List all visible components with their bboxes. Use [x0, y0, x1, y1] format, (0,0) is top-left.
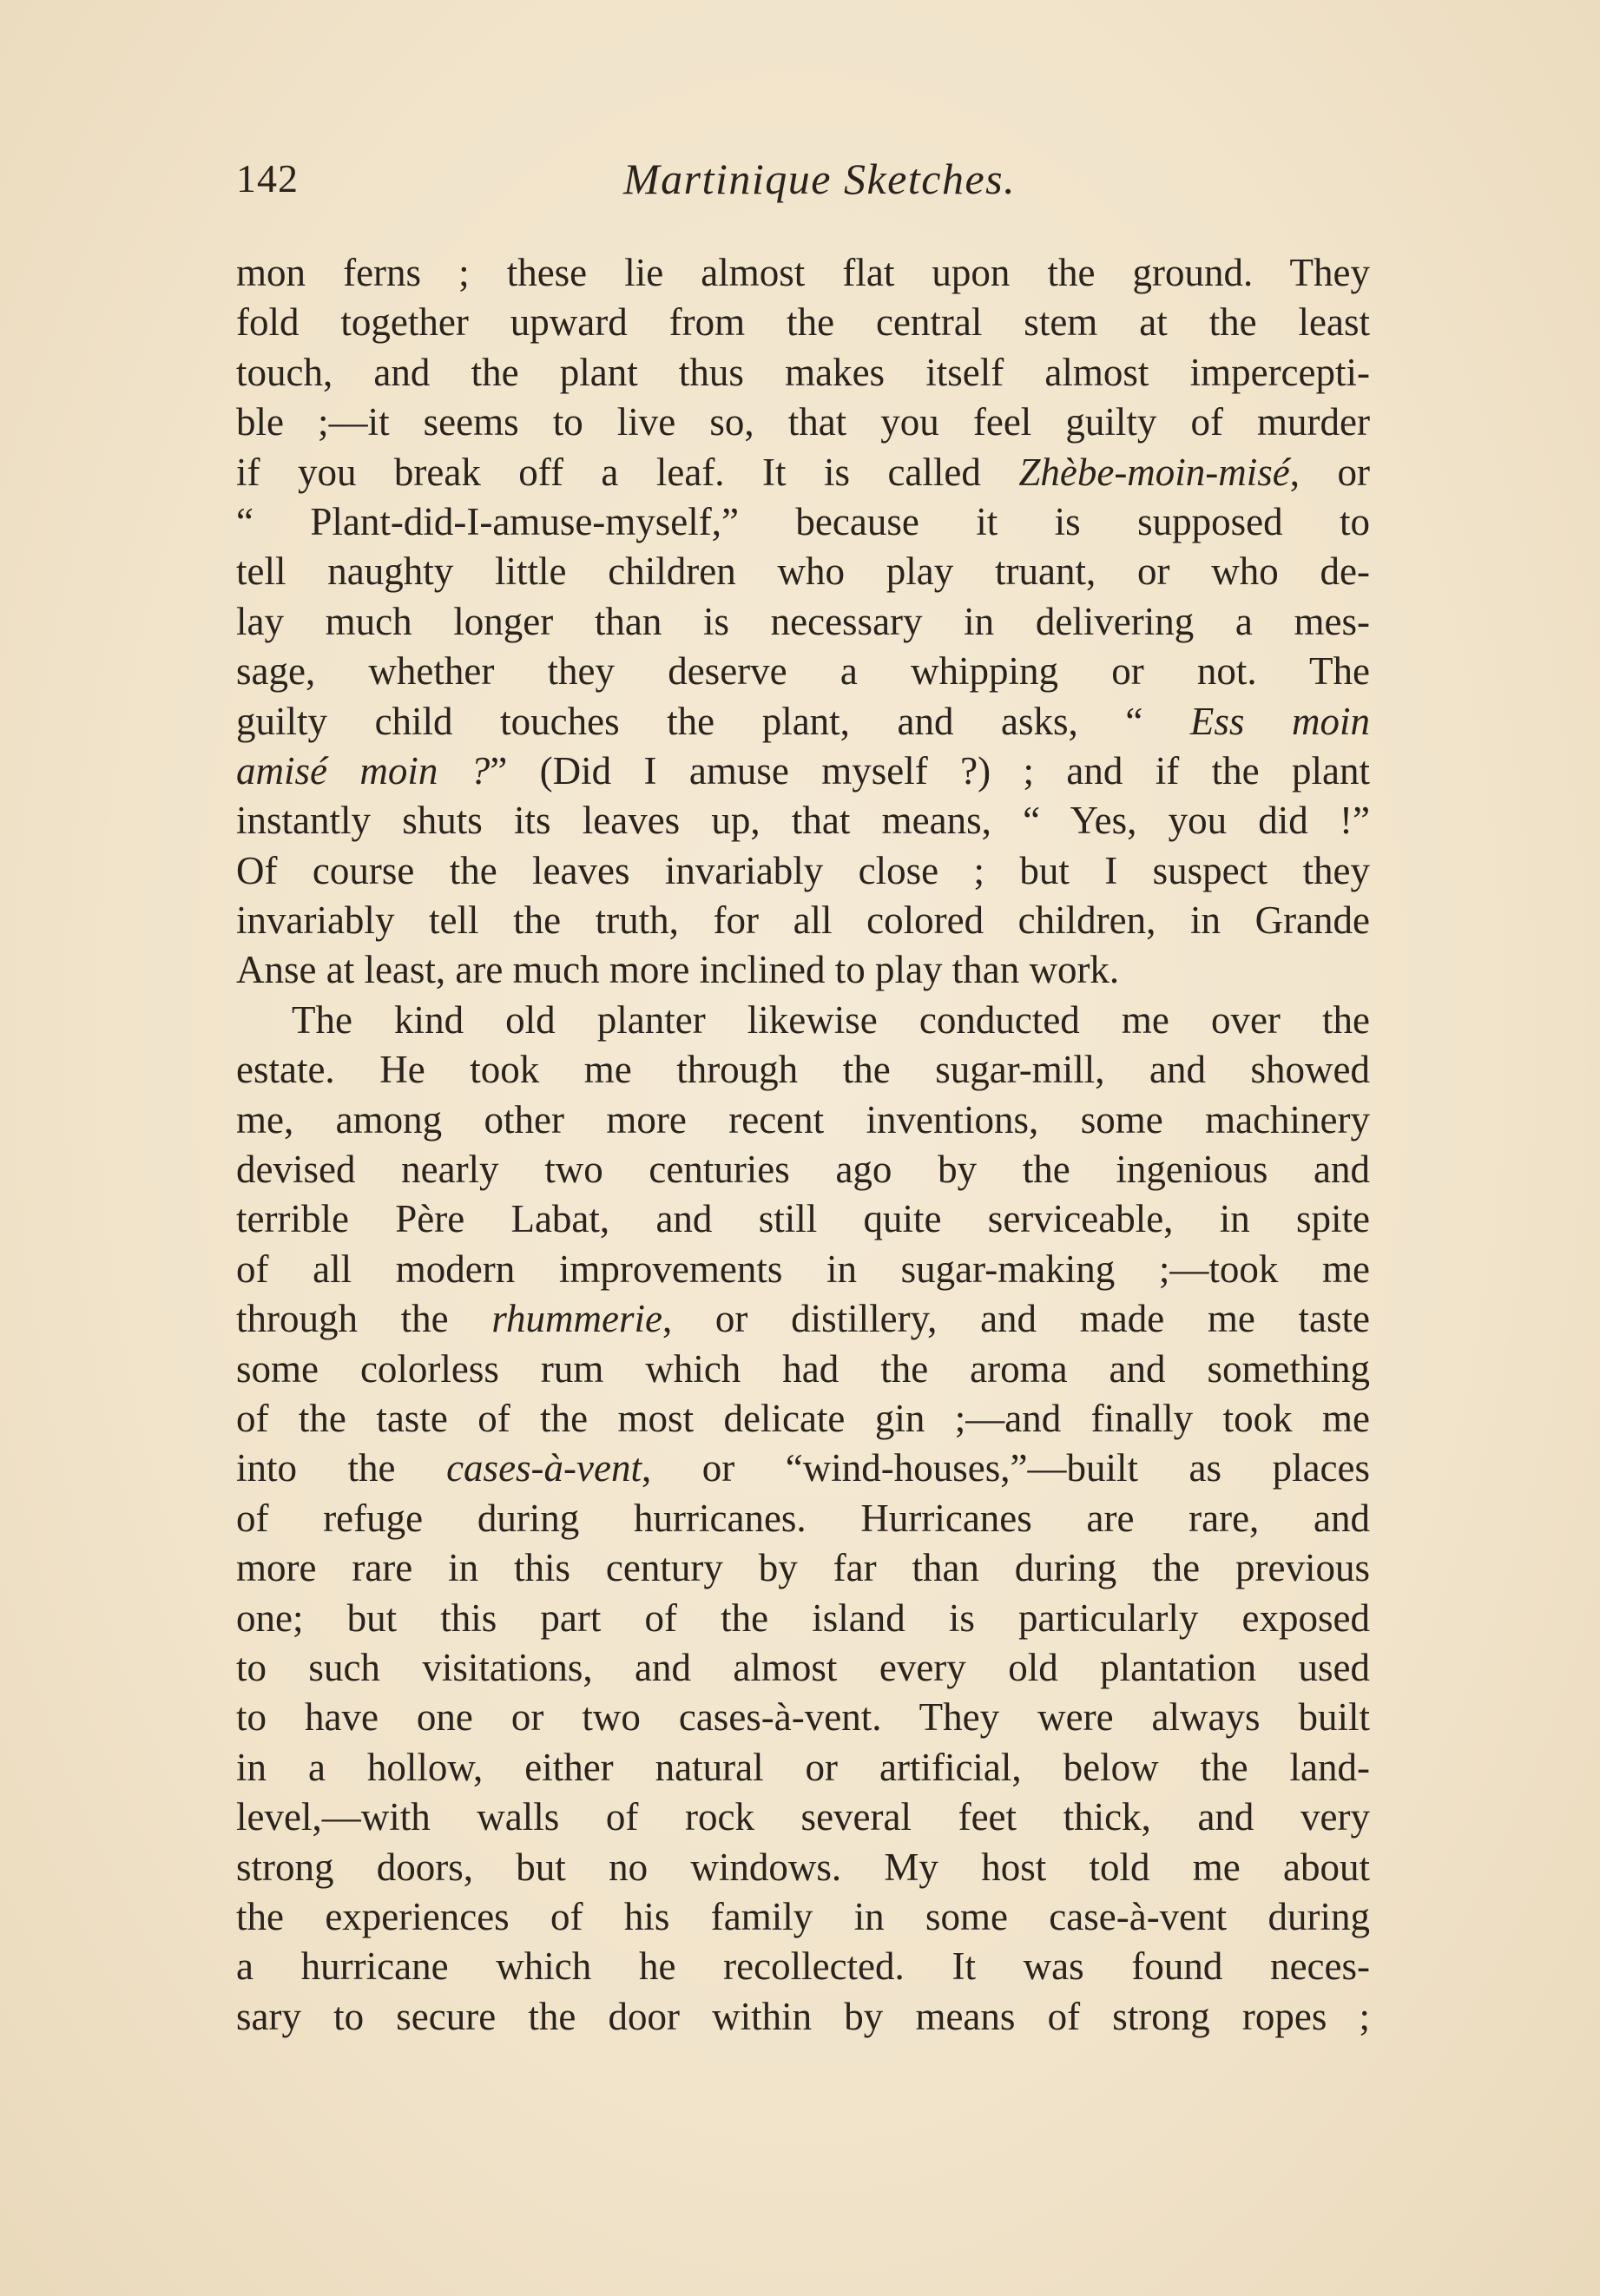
text-line	[236, 846, 1370, 896]
text-line	[236, 348, 1370, 398]
text-segment: to have one or two cases-à-vent. They were always built	[236, 1695, 1370, 1740]
text-line	[236, 547, 1370, 596]
text-segment: of the taste of the most delicate gin ;—and finally took me	[236, 1396, 1370, 1440]
italic-segment: cases-à-vent	[446, 1446, 642, 1490]
text-line	[236, 1394, 1370, 1444]
text-segment: one; but this part of the island is particularly exposed	[236, 1595, 1370, 1640]
text-segment: sage, whether they deserve a whipping or not. The	[236, 649, 1370, 694]
text-line	[236, 1045, 1370, 1095]
text-line	[236, 1793, 1370, 1842]
running-title: Martinique Sketches.	[623, 155, 1017, 203]
text-line	[236, 697, 1370, 747]
text-line	[236, 1494, 1370, 1543]
text-line	[236, 1245, 1370, 1294]
text-line	[236, 896, 1370, 945]
text-segment: fold together upward from the central stem at the least	[236, 300, 1370, 345]
running-head	[236, 153, 1373, 214]
text-segment: if you break off a leaf. It is called	[236, 450, 1019, 494]
text-segment: invariably tell the truth, for all colored children, in Grande	[236, 898, 1370, 943]
text-segment: , or distillery, and made me taste	[662, 1297, 1370, 1341]
text-segment: , or	[1289, 450, 1370, 494]
text-line	[236, 1594, 1370, 1643]
text-line	[236, 1743, 1370, 1793]
text-segment: ” (Did I amuse myself ?) ; and if the plant	[490, 748, 1370, 793]
text-line	[236, 1892, 1370, 1942]
text-line	[236, 1843, 1370, 1892]
text-line	[236, 796, 1370, 845]
text-segment: in a hollow, either natural or artificial, below the land-	[236, 1745, 1370, 1789]
text-line	[236, 1444, 1370, 1493]
text-segment: ble ;—it seems to live so, that you feel guilty of murder	[236, 400, 1370, 444]
text-line	[236, 248, 1370, 298]
text-segment: , or “wind-houses,”—built as places	[641, 1446, 1370, 1490]
text-segment: some colorless rum which had the aroma and something	[236, 1346, 1370, 1391]
text-segment: mon ferns ; these lie almost flat upon the ground. They	[236, 251, 1370, 294]
italic-segment: Ess moin	[1189, 699, 1371, 743]
text-segment: the experiences of his family in some case-à-vent during	[236, 1894, 1370, 1938]
text-line	[236, 1294, 1370, 1344]
text-line	[236, 1145, 1370, 1194]
text-line	[236, 298, 1370, 347]
text-line	[236, 945, 1370, 995]
text-segment: tell naughty little children who play truant, or who de-	[236, 549, 1370, 594]
text-line	[236, 497, 1370, 547]
text-segment: of all modern improvements in sugar-making ;—took me	[236, 1247, 1370, 1291]
text-segment: instantly shuts its leaves up, that means, “ Yes, you did !”	[236, 799, 1370, 843]
text-line	[236, 448, 1370, 497]
text-segment: more rare in this century by far than during the previous	[236, 1546, 1370, 1590]
text-segment: touch, and the plant thus makes itself almost impercepti-	[236, 350, 1370, 394]
text-line	[236, 1643, 1370, 1693]
text-segment: a hurricane which he recollected. It was found neces-	[236, 1944, 1370, 1989]
body-text	[236, 248, 1370, 2042]
text-line	[236, 1693, 1370, 1742]
text-segment: strong doors, but no windows. My host told me about	[236, 1845, 1370, 1889]
text-line	[236, 1095, 1370, 1145]
text-line	[236, 996, 1370, 1045]
text-segment: “ Plant-did-I-amuse-myself,” because it is supposed to	[236, 499, 1370, 543]
italic-segment: amisé moin ?	[236, 748, 491, 793]
text-line	[236, 647, 1370, 696]
text-segment: estate. He took me through the sugar-mill, and showed	[236, 1048, 1370, 1092]
text-line	[236, 747, 1370, 796]
text-segment: sary to secure the door within by means of strong ropes ;	[236, 1994, 1370, 2038]
text-line	[236, 1942, 1370, 1991]
text-segment: The kind old planter likewise conducted me over the	[292, 997, 1370, 1042]
text-segment: lay much longer than is necessary in delivering a mes-	[236, 599, 1370, 643]
italic-segment: rhummerie	[491, 1297, 662, 1341]
text-segment: into the	[236, 1446, 447, 1490]
text-line	[236, 597, 1370, 647]
page-number: 142	[236, 156, 299, 201]
text-line	[236, 1543, 1370, 1593]
italic-segment: Zhèbe-moin-misé	[1018, 450, 1290, 494]
text-segment: of refuge during hurricanes. Hurricanes are rare, and	[236, 1496, 1370, 1540]
text-line	[236, 1992, 1370, 2042]
text-segment: me, among other more recent inventions, some machinery	[236, 1097, 1370, 1141]
text-line	[236, 1345, 1370, 1394]
text-segment: guilty child touches the plant, and asks, “	[236, 699, 1190, 743]
text-segment: Of course the leaves invariably close ; but I suspect they	[236, 848, 1370, 892]
text-segment: to such visitations, and almost every old plantation used	[236, 1645, 1370, 1689]
text-segment: terrible Père Labat, and still quite serviceable, in spite	[236, 1197, 1370, 1241]
text-segment: through the	[236, 1297, 492, 1341]
text-line	[236, 398, 1370, 447]
text-line	[236, 1194, 1370, 1244]
text-segment: devised nearly two centuries ago by the ingenious and	[236, 1148, 1370, 1192]
text-segment: Anse at least, are much more inclined to play than work.	[236, 948, 1120, 992]
text-segment: level,—with walls of rock several feet thick, and very	[236, 1795, 1370, 1839]
